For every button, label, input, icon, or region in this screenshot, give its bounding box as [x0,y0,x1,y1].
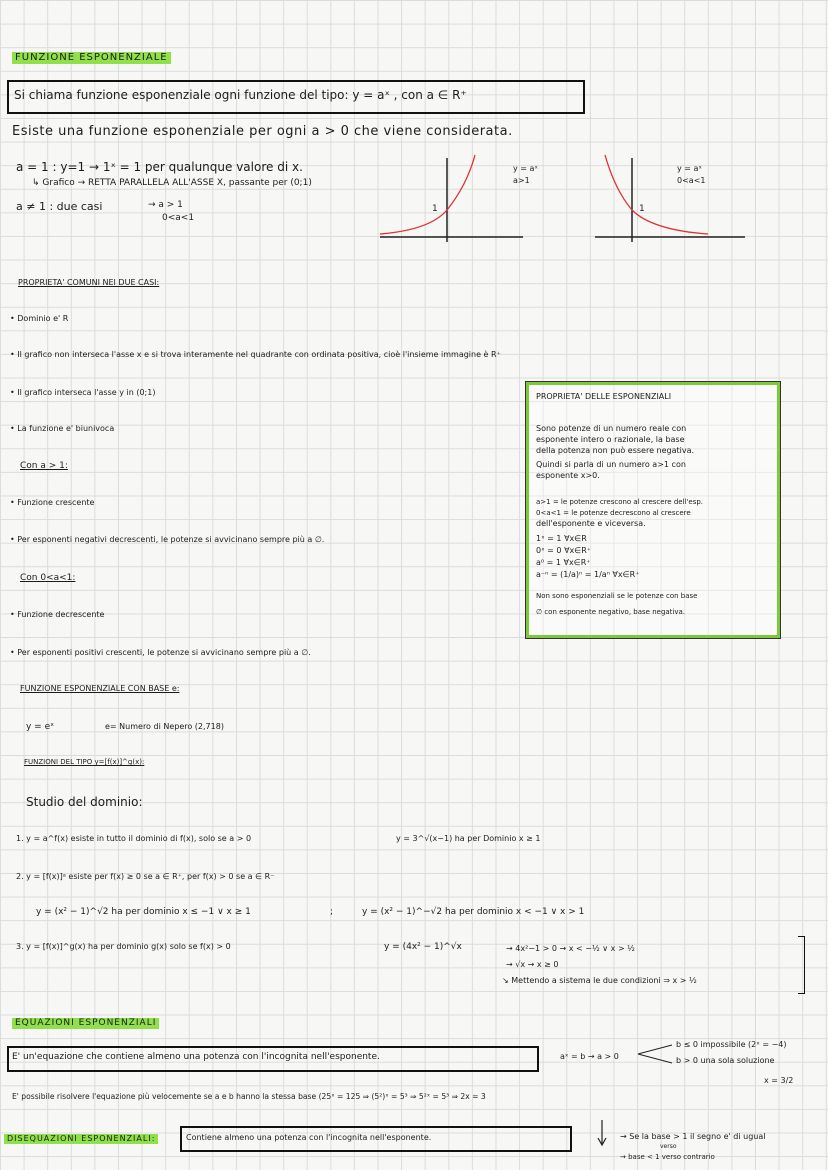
case-a-equals-1-graph: ↳ Grafico → RETTA PARALLELA ALL'ASSE X, passante per (0;1) [32,178,312,188]
equations-form: aˣ = b → a > 0 [560,1052,619,1061]
domain-item-3-step-1: → 4x²−1 > 0 → x < −½ ∨ x > ½ [506,944,635,953]
side-box-line: a⁻ⁿ = (1/a)ⁿ = 1/aⁿ ∀x∈R⁺ [536,570,640,579]
definition-text: Si chiama funzione esponenziale ogni funzione del tipo: y = aˣ , con a ∈ R⁺ [14,88,467,102]
side-box-line: 0<a<1 = le potenze decrescono al crescere [536,509,691,517]
case-a-between: 0<a<1 [162,213,195,223]
equations-heading: EQUAZIONI ESPONENZIALI [12,1018,159,1029]
base-e-heading: FUNZIONE ESPONENZIALE CON BASE e: [20,684,180,693]
page-title: FUNZIONE ESPONENZIALE [12,52,171,64]
common-props-heading: PROPRIETA' COMUNI NEI DUE CASI: [18,278,160,287]
inequalities-rule-2: → base < 1 verso contrario [620,1153,715,1161]
common-prop-4: • La funzione e' biunivoca [10,424,115,433]
graph-increasing [375,150,525,245]
graph-right-cond: 0<a<1 [677,176,706,185]
equations-definition: E' un'equazione che contiene almeno una potenza con l'incognita nell'esponente. [12,1052,380,1062]
exists-text: Esiste una funzione esponenziale per ogni a > 0 che viene considerata. [12,124,513,139]
domain-item-3-example: y = (4x² − 1)^√x [384,942,462,952]
closing-bracket [798,936,805,994]
case-gt1-label: Con a > 1: [20,461,68,471]
case-a-equals-1: a = 1 : y=1 → 1ˣ = 1 per qualunque valore di x. [16,160,303,174]
case-between-item-1: • Funzione decrescente [10,610,105,619]
graph-right-label: y = aˣ [677,164,702,173]
inequalities-definition: Contiene almeno una potenza con l'incognita nell'esponente. [186,1133,432,1142]
base-e-desc: e= Numero di Nepero (2,718) [105,722,224,731]
common-prop-3: • Il grafico interseca l'asse y in (0;1) [10,388,156,397]
equations-b-le0: b ≤ 0 impossibile (2ˣ = −4) [676,1040,787,1049]
inequalities-heading: DISEQUAZIONI ESPONENZIALI: [4,1134,158,1144]
domain-study: Studio del dominio: [26,795,143,809]
domain-item-2-example-2: y = (x² − 1)^−√2 ha per dominio x < −1 ∨ x > 1 [362,907,585,917]
graph-left-cond: a>1 [513,176,530,185]
base-e-formula: y = eˣ [26,722,55,732]
side-box-line: esponente intero o razionale, la base [536,435,685,444]
domain-item-1: 1. y = a^f(x) esiste in tutto il dominio di f(x), solo se a > 0 [16,834,252,843]
equations-b-gt0: b > 0 una sola soluzione [676,1056,775,1065]
case-a-gt-1: → a > 1 [148,200,183,210]
inequalities-rule-1: → Se la base > 1 il segno e' di ugual [620,1132,766,1141]
domain-item-3: 3. y = [f(x)]^g(x) ha per dominio g(x) solo se f(x) > 0 [16,942,231,951]
side-box-line: Non sono esponenziali se le potenze con base [536,592,698,600]
case-between-label: Con 0<a<1: [20,573,76,583]
equations-solution: x = 3/2 [764,1076,794,1085]
side-box-line: a⁰ = 1 ∀x∈R⁺ [536,558,591,567]
common-prop-2: • Il grafico non interseca l'asse x e si trova interamente nel quadrante con ordinata positiva, cioè l'insieme immagine è R⁺ [10,350,501,359]
type-f-heading: FUNZIONI DEL TIPO y=[f(x)]^g(x): [24,758,145,766]
inequalities-rule-1-verso: verso [660,1143,677,1150]
case-gt1-item-2: • Per esponenti negativi decrescenti, le potenze si avvicinano sempre più a ∅. [10,535,325,544]
common-prop-1: • Dominio e' R [10,314,69,323]
side-box-line: esponente x>0. [536,471,600,480]
case-gt1-item-1: • Funzione crescente [10,498,95,507]
domain-item-3-step-2: → √x → x ≥ 0 [506,960,559,969]
side-box-line: Sono potenze di un numero reale con [536,424,687,433]
side-box-line: della potenza non può essere negativa. [536,446,695,455]
side-box-title: PROPRIETA' DELLE ESPONENZIALI [536,392,672,401]
side-box-line: Quindi si parla di un numero a>1 con [536,460,686,469]
domain-item-3-step-3: ↘ Mettendo a sistema le due condizioni ⇒ x > ½ [502,976,697,985]
side-box-line: 1ˣ = 1 ∀x∈R [536,534,587,543]
case-between-item-2: • Per esponenti positivi crescenti, le potenze si avvicinano sempre più a ∅. [10,648,311,657]
side-box-line: a>1 = le potenze crescono al crescere dell'esp. [536,498,704,506]
side-box-line: dell'esponente e viceversa. [536,519,646,528]
down-arrow-icon [594,1118,610,1148]
equations-same-base: E' possibile risolvere l'equazione più velocemente se a e b hanno la stessa base (25ˣ = 125 ⇒ (5²)ˣ = 5³ ⇒ 5²ˣ = 5³ ⇒ 2x = 3 [12,1092,486,1101]
domain-item-1-example: y = 3^√(x−1) ha per Dominio x ≥ 1 [396,834,541,843]
domain-item-2-sep: ; [330,907,334,917]
graph-right-intercept: 1 [639,204,645,214]
graph-left-label: y = aˣ [513,164,538,173]
domain-item-2-example-1: y = (x² − 1)^√2 ha per dominio x ≤ −1 ∨ x ≥ 1 [36,907,251,917]
graph-left-intercept: 1 [432,204,438,214]
branch-arrows [636,1042,676,1066]
side-box-line: 0ˣ = 0 ∀x∈R⁺ [536,546,592,555]
graph-decreasing [590,150,750,245]
case-a-neq-1: a ≠ 1 : due casi [16,200,103,213]
side-box-line: ∅ con esponente negativo, base negativa. [536,608,686,616]
domain-item-2: 2. y = [f(x)]ᵃ esiste per f(x) ≥ 0 se a ∈ R⁺, per f(x) > 0 se a ∈ R⁻ [16,872,275,881]
